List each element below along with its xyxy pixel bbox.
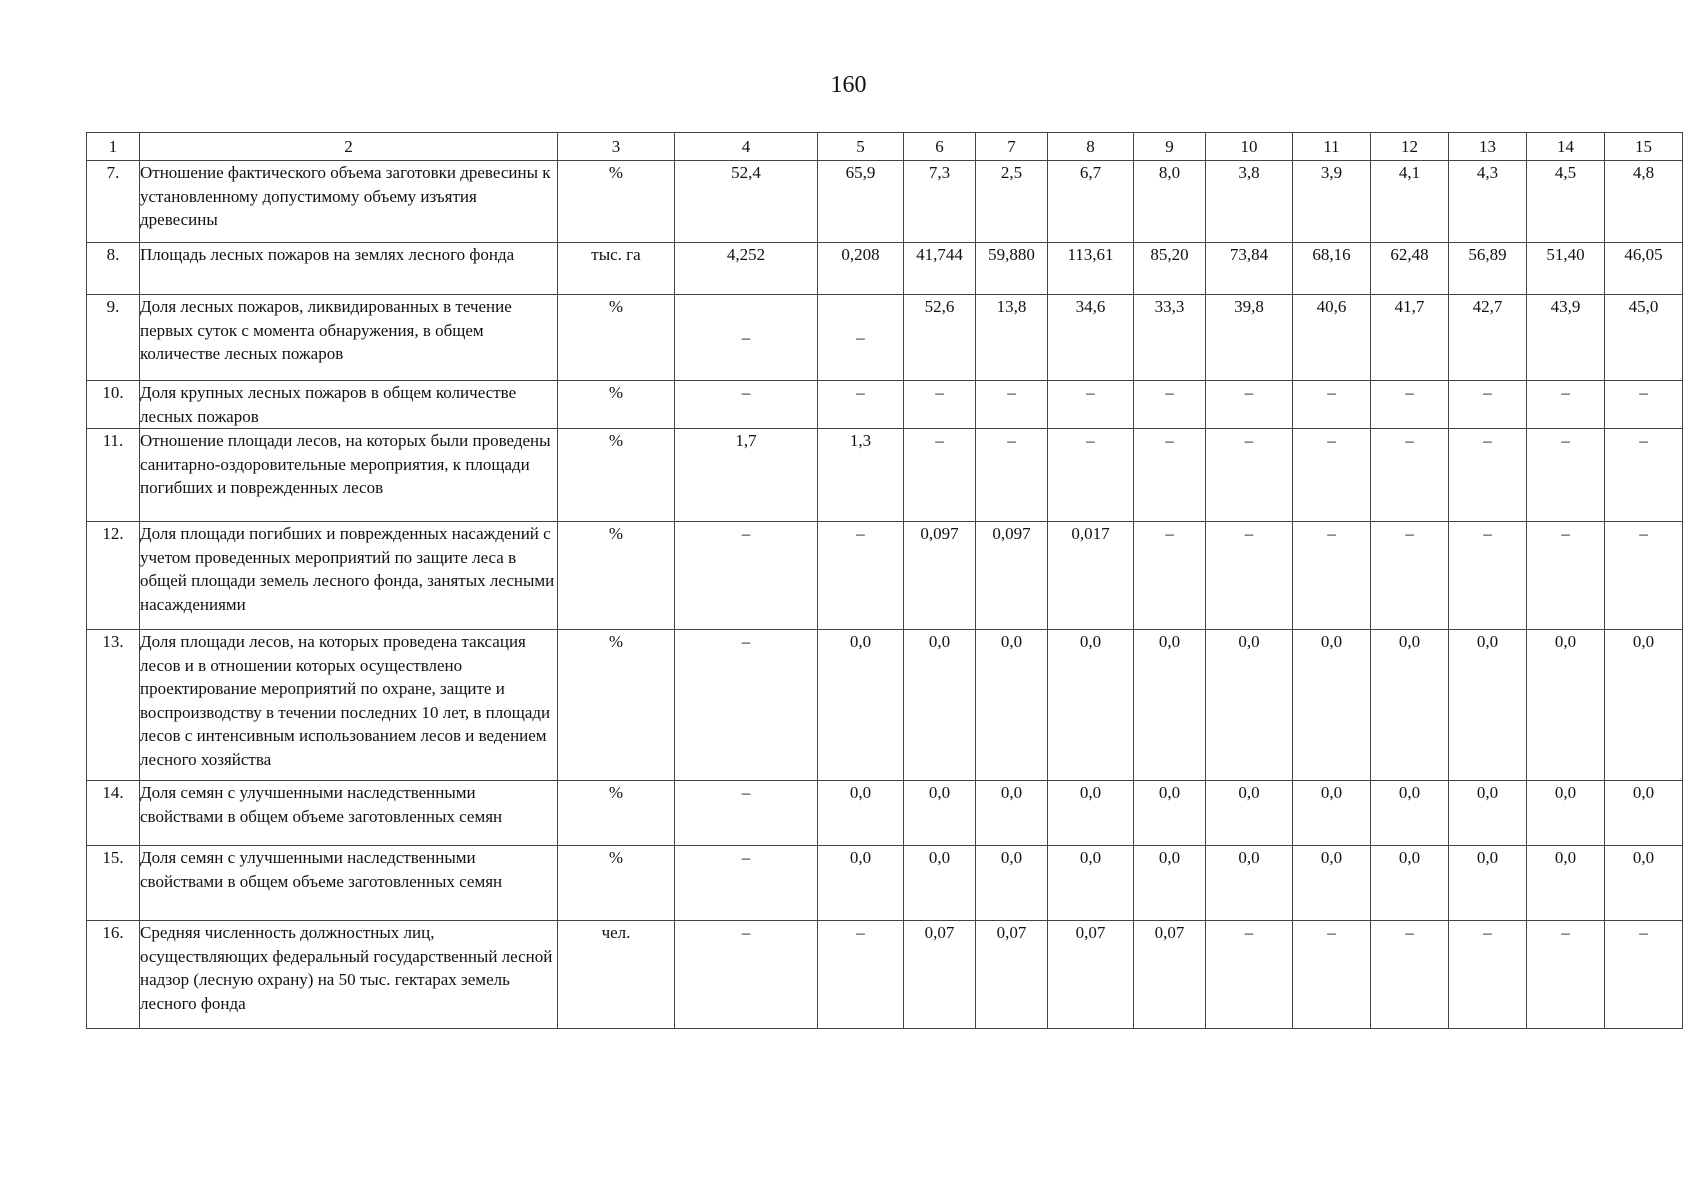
value-cell: – [1527, 429, 1605, 522]
value-cell: – [1048, 381, 1134, 429]
value-cell: – [1449, 522, 1527, 630]
value-cell: – [1134, 429, 1206, 522]
value-cell: – [818, 921, 904, 1029]
indicator-name: Доля семян с улучшенными наследственными свойствами в общем объеме заготовленных семян [140, 781, 558, 846]
unit-cell: % [558, 161, 675, 243]
value-cell: 0,208 [818, 243, 904, 295]
value-cell: 39,8 [1206, 295, 1293, 381]
column-header: 11 [1293, 133, 1371, 161]
row-number: 9. [87, 295, 140, 381]
column-header: 5 [818, 133, 904, 161]
value-cell: 0,0 [1293, 846, 1371, 921]
value-cell: – [1206, 429, 1293, 522]
value-cell: 1,3 [818, 429, 904, 522]
unit-cell: % [558, 630, 675, 781]
value-cell: 56,89 [1449, 243, 1527, 295]
value-cell: 0,07 [904, 921, 976, 1029]
unit-cell: % [558, 846, 675, 921]
value-cell: – [818, 295, 904, 381]
value-cell: 0,0 [976, 846, 1048, 921]
column-header: 8 [1048, 133, 1134, 161]
value-cell: – [1206, 921, 1293, 1029]
value-cell: – [1293, 429, 1371, 522]
value-cell: – [1527, 381, 1605, 429]
value-cell: – [1293, 381, 1371, 429]
row-number: 8. [87, 243, 140, 295]
value-cell: – [1371, 429, 1449, 522]
row-number: 16. [87, 921, 140, 1029]
unit-cell: тыс. га [558, 243, 675, 295]
value-cell: 0,0 [818, 630, 904, 781]
value-cell: 41,7 [1371, 295, 1449, 381]
value-cell: 0,0 [904, 630, 976, 781]
indicator-name: Средняя численность должностных лиц, осуществляющих федеральный государственный лесной надзор (лесную охрану) на 50 тыс. гектарах земель лесного фонда [140, 921, 558, 1029]
row-number: 7. [87, 161, 140, 243]
value-cell: 0,0 [904, 846, 976, 921]
value-cell: – [675, 921, 818, 1029]
value-cell: 4,1 [1371, 161, 1449, 243]
value-cell: 7,3 [904, 161, 976, 243]
value-cell: 0,0 [1371, 781, 1449, 846]
table-body [87, 161, 1683, 1029]
unit-cell: чел. [558, 921, 675, 1029]
value-cell: 0,0 [1134, 630, 1206, 781]
value-cell: – [1371, 522, 1449, 630]
unit-cell: % [558, 295, 675, 381]
value-cell: – [1449, 381, 1527, 429]
value-cell: 0,0 [1449, 630, 1527, 781]
value-cell: 113,61 [1048, 243, 1134, 295]
value-cell: 59,880 [976, 243, 1048, 295]
value-cell: 0,07 [1048, 921, 1134, 1029]
value-cell: 0,0 [1527, 781, 1605, 846]
value-cell: – [1527, 522, 1605, 630]
value-cell: 4,252 [675, 243, 818, 295]
row-number: 11. [87, 429, 140, 522]
value-cell: 0,0 [1206, 781, 1293, 846]
value-cell: 45,0 [1605, 295, 1683, 381]
value-cell: 0,0 [976, 781, 1048, 846]
indicator-name: Площадь лесных пожаров на землях лесного фонда [140, 243, 558, 295]
value-cell: 0,07 [976, 921, 1048, 1029]
value-cell: – [675, 630, 818, 781]
value-cell: – [675, 381, 818, 429]
indicator-name: Доля площади лесов, на которых проведена таксация лесов и в отношении которых осуществлено проектирование мероприятий по охране, защите и воспроизводству в течении последних 10 лет, в площади лесов с интенсивным использованием лесов и ведением лесного хозяйства [140, 630, 558, 781]
value-cell: 0,0 [1134, 846, 1206, 921]
table-row [87, 381, 1683, 429]
value-cell: – [1048, 429, 1134, 522]
value-cell: – [1449, 429, 1527, 522]
unit-cell: % [558, 429, 675, 522]
value-cell: – [675, 295, 818, 381]
value-cell: – [818, 522, 904, 630]
column-number-row [87, 133, 1683, 161]
value-cell: – [976, 381, 1048, 429]
column-header: 7 [976, 133, 1048, 161]
row-number: 13. [87, 630, 140, 781]
value-cell: 0,0 [976, 630, 1048, 781]
table-row [87, 846, 1683, 921]
column-header: 12 [1371, 133, 1449, 161]
indicator-name: Доля семян с улучшенными наследственными свойствами в общем объеме заготовленных семян [140, 846, 558, 921]
value-cell: – [1293, 921, 1371, 1029]
value-cell: – [818, 381, 904, 429]
value-cell: 0,0 [1527, 630, 1605, 781]
value-cell: – [1371, 381, 1449, 429]
row-number: 12. [87, 522, 140, 630]
value-cell: 0,0 [1134, 781, 1206, 846]
table-row [87, 522, 1683, 630]
table-row [87, 295, 1683, 381]
column-header: 9 [1134, 133, 1206, 161]
value-cell: – [904, 429, 976, 522]
column-header: 6 [904, 133, 976, 161]
value-cell: 34,6 [1048, 295, 1134, 381]
indicator-name: Доля лесных пожаров, ликвидированных в течение первых суток с момента обнаружения, в общем количестве лесных пожаров [140, 295, 558, 381]
value-cell: 0,0 [1293, 630, 1371, 781]
value-cell: 8,0 [1134, 161, 1206, 243]
value-cell: 0,017 [1048, 522, 1134, 630]
column-header: 1 [87, 133, 140, 161]
value-cell: 52,4 [675, 161, 818, 243]
row-number: 14. [87, 781, 140, 846]
value-cell: 0,0 [1293, 781, 1371, 846]
value-cell: 0,0 [1206, 846, 1293, 921]
column-header: 2 [140, 133, 558, 161]
value-cell: 0,0 [818, 781, 904, 846]
value-cell: 51,40 [1527, 243, 1605, 295]
value-cell: – [1605, 381, 1683, 429]
value-cell: 0,0 [1605, 630, 1683, 781]
value-cell: 3,9 [1293, 161, 1371, 243]
value-cell: 68,16 [1293, 243, 1371, 295]
value-cell: – [1605, 429, 1683, 522]
value-cell: 4,8 [1605, 161, 1683, 243]
table-row [87, 429, 1683, 522]
value-cell: 3,8 [1206, 161, 1293, 243]
value-cell: 62,48 [1371, 243, 1449, 295]
row-number: 15. [87, 846, 140, 921]
indicators-table [86, 132, 1683, 1029]
value-cell: 0,0 [1527, 846, 1605, 921]
value-cell: 73,84 [1206, 243, 1293, 295]
value-cell: 41,744 [904, 243, 976, 295]
value-cell: 0,0 [1605, 846, 1683, 921]
value-cell: – [904, 381, 976, 429]
value-cell: – [1134, 381, 1206, 429]
value-cell: 1,7 [675, 429, 818, 522]
value-cell: – [1449, 921, 1527, 1029]
value-cell: 42,7 [1449, 295, 1527, 381]
value-cell: 4,3 [1449, 161, 1527, 243]
indicator-name: Отношение фактического объема заготовки древесины к установленному допустимому объему изъятия древесины [140, 161, 558, 243]
value-cell: 0,0 [1449, 846, 1527, 921]
indicator-name: Отношение площади лесов, на которых были проведены санитарно-оздоровительные мероприятия, к площади погибших и поврежденных лесов [140, 429, 558, 522]
value-cell: 0,0 [1371, 846, 1449, 921]
value-cell: 43,9 [1527, 295, 1605, 381]
value-cell: – [1371, 921, 1449, 1029]
table-row [87, 243, 1683, 295]
value-cell: – [1605, 921, 1683, 1029]
value-cell: – [675, 781, 818, 846]
unit-cell: % [558, 781, 675, 846]
column-header: 4 [675, 133, 818, 161]
value-cell: 0,097 [976, 522, 1048, 630]
value-cell: 0,0 [1605, 781, 1683, 846]
value-cell: – [1134, 522, 1206, 630]
value-cell: 0,0 [1206, 630, 1293, 781]
value-cell: – [1527, 921, 1605, 1029]
column-header: 3 [558, 133, 675, 161]
value-cell: 0,0 [818, 846, 904, 921]
value-cell: – [1293, 522, 1371, 630]
table-row [87, 781, 1683, 846]
unit-cell: % [558, 522, 675, 630]
value-cell: – [976, 429, 1048, 522]
value-cell: 0,0 [1048, 630, 1134, 781]
table-row [87, 630, 1683, 781]
value-cell: 0,0 [1449, 781, 1527, 846]
value-cell: – [675, 846, 818, 921]
value-cell: 46,05 [1605, 243, 1683, 295]
value-cell: 0,097 [904, 522, 976, 630]
value-cell: 4,5 [1527, 161, 1605, 243]
value-cell: 52,6 [904, 295, 976, 381]
column-header: 10 [1206, 133, 1293, 161]
value-cell: 40,6 [1293, 295, 1371, 381]
indicator-name: Доля площади погибших и поврежденных насаждений с учетом проведенных мероприятий по защите леса в общей площади земель лесного фонда, занятых лесными насаждениями [140, 522, 558, 630]
page-number: 160 [830, 72, 867, 98]
value-cell: 0,0 [904, 781, 976, 846]
indicator-name: Доля крупных лесных пожаров в общем количестве лесных пожаров [140, 381, 558, 429]
value-cell: 0,0 [1048, 781, 1134, 846]
value-cell: – [1206, 381, 1293, 429]
value-cell: 65,9 [818, 161, 904, 243]
unit-cell: % [558, 381, 675, 429]
column-header: 14 [1527, 133, 1605, 161]
value-cell: 85,20 [1134, 243, 1206, 295]
value-cell: 13,8 [976, 295, 1048, 381]
value-cell: – [675, 522, 818, 630]
row-number: 10. [87, 381, 140, 429]
table-row [87, 161, 1683, 243]
value-cell: – [1605, 522, 1683, 630]
value-cell: – [1206, 522, 1293, 630]
value-cell: 0,0 [1048, 846, 1134, 921]
value-cell: 33,3 [1134, 295, 1206, 381]
value-cell: 2,5 [976, 161, 1048, 243]
table-row [87, 921, 1683, 1029]
column-header: 15 [1605, 133, 1683, 161]
value-cell: 0,0 [1371, 630, 1449, 781]
value-cell: 0,07 [1134, 921, 1206, 1029]
column-header: 13 [1449, 133, 1527, 161]
value-cell: 6,7 [1048, 161, 1134, 243]
